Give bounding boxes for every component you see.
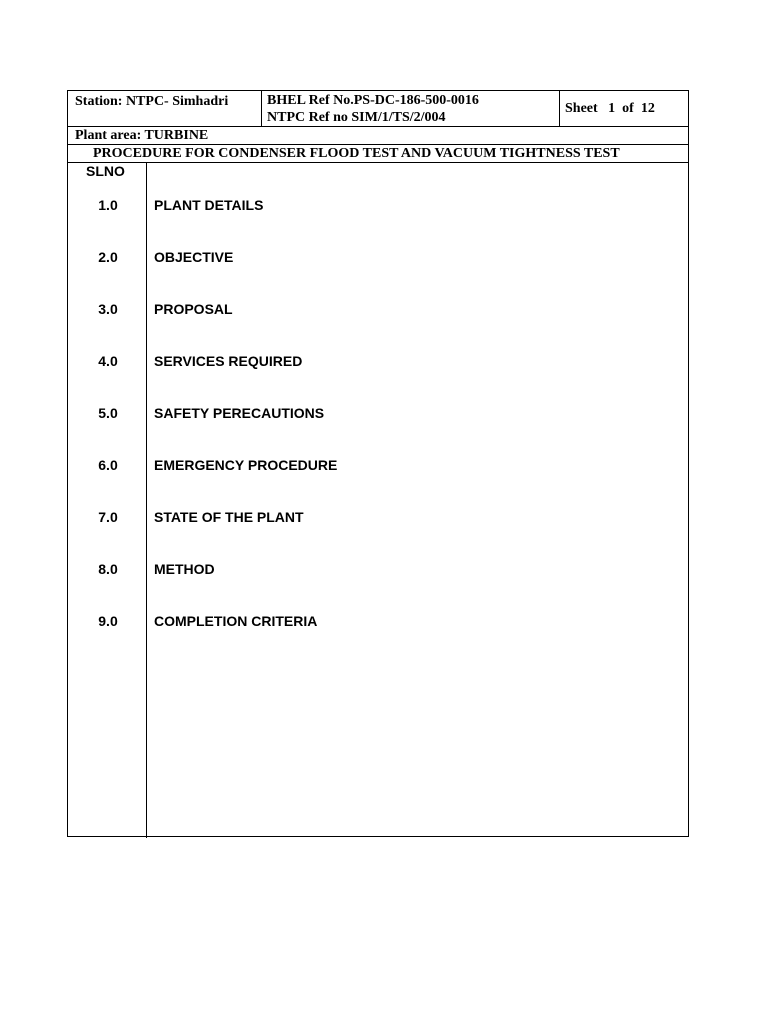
bhel-ref-label: BHEL Ref No.PS-DC-186-500-0016	[267, 93, 479, 108]
header-divider-1	[261, 91, 262, 126]
toc-item	[68, 611, 688, 631]
toc-item-title: SAFETY PERECAUTIONS	[154, 405, 325, 421]
procedure-title: PROCEDURE FOR CONDENSER FLOOD TEST AND VACUUM TIGHTNESS TEST	[93, 146, 620, 161]
slno-header: SLNO	[86, 163, 125, 179]
toc-item-title: PLANT DETAILS	[154, 197, 264, 213]
toc-item	[68, 351, 688, 371]
toc-item-number: 6.0	[98, 457, 118, 473]
toc-item-title: STATE OF THE PLANT	[154, 509, 304, 525]
toc-item	[68, 559, 688, 579]
ntpc-ref-label: NTPC Ref no SIM/1/TS/2/004	[267, 110, 446, 125]
sheet-label: Sheet 1 of 12	[565, 101, 655, 116]
toc-item	[68, 195, 688, 215]
toc-item-number: 1.0	[98, 197, 118, 213]
toc-item-number: 5.0	[98, 405, 118, 421]
toc-item	[68, 507, 688, 527]
toc-item	[68, 299, 688, 319]
document-table	[67, 90, 689, 837]
toc-item-title: METHOD	[154, 561, 215, 577]
toc-item-title: COMPLETION CRITERIA	[154, 613, 318, 629]
toc-item-number: 8.0	[98, 561, 118, 577]
toc-item-number: 2.0	[98, 249, 118, 265]
toc-item-title: OBJECTIVE	[154, 249, 234, 265]
row-divider-3	[68, 162, 688, 163]
toc-item-number: 4.0	[98, 353, 118, 369]
toc-item-number: 3.0	[98, 301, 118, 317]
toc-item-number: 7.0	[98, 509, 118, 525]
toc-item	[68, 247, 688, 267]
toc-item-title: SERVICES REQUIRED	[154, 353, 303, 369]
toc-item-title: PROPOSAL	[154, 301, 233, 317]
header-divider-2	[559, 91, 560, 126]
toc-item-number: 9.0	[98, 613, 118, 629]
toc-item	[68, 403, 688, 423]
toc-item-title: EMERGENCY PROCEDURE	[154, 457, 338, 473]
station-label: Station: NTPC- Simhadri	[75, 94, 229, 109]
plant-area-label: Plant area: TURBINE	[75, 128, 209, 143]
toc-item	[68, 455, 688, 475]
